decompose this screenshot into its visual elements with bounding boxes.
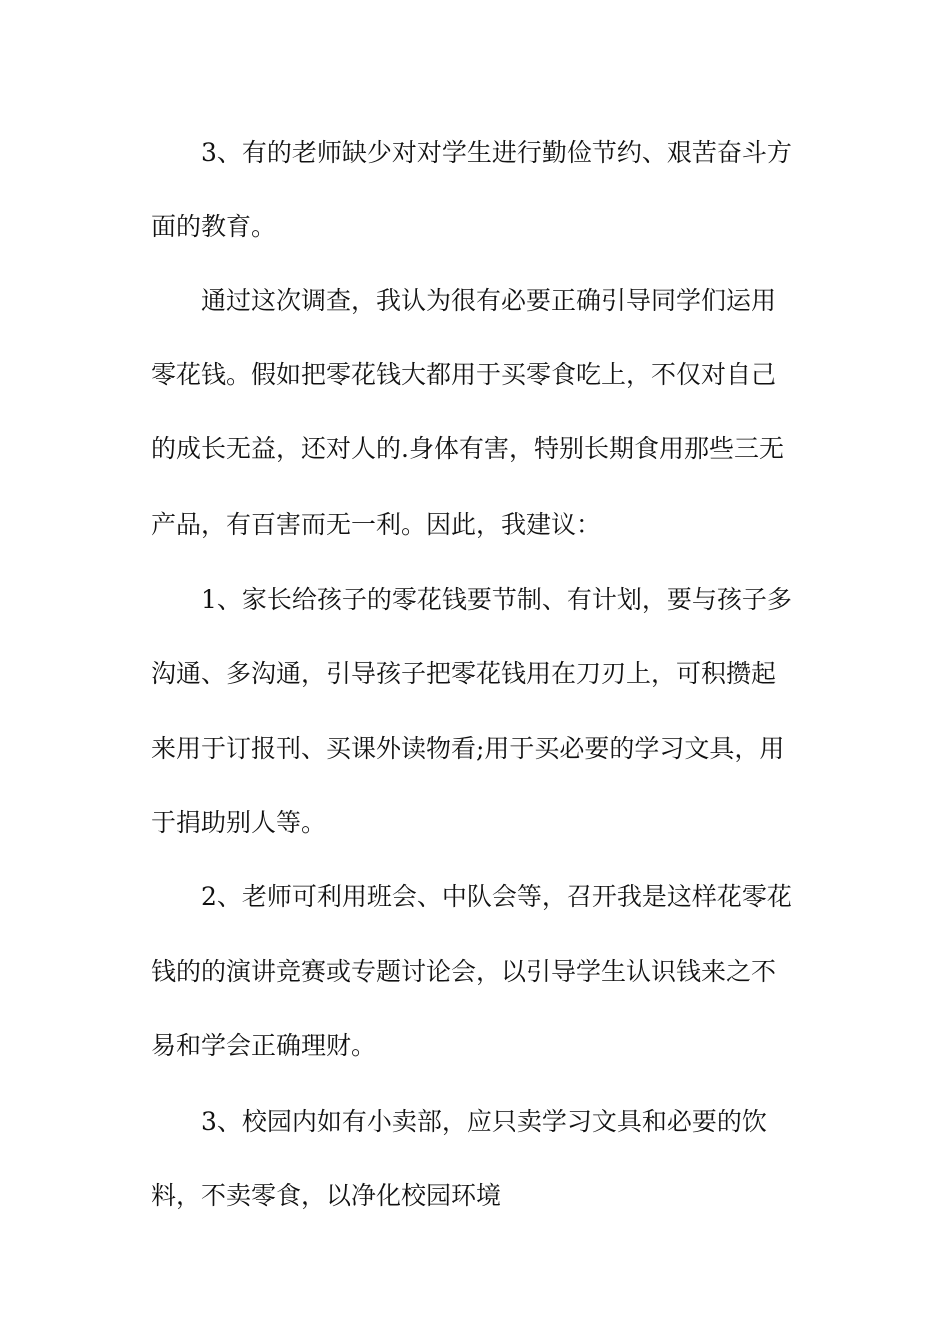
text-line: 通过这次调查，我认为很有必要正确引导同学们运用 [201,286,777,315]
text-line: 3、有的老师缺少对对学生进行勤俭节约、艰苦奋斗方 [201,138,792,167]
text-line: 零花钱。假如把零花钱大都用于买零食吃上，不仅对自己 [151,360,777,389]
text-line: 的成长无益，还对人的.身体有害，特别长期食用那些三无 [151,434,784,463]
text-line: 3、校园内如有小卖部，应只卖学习文具和必要的饮 [201,1107,767,1136]
text-line: 料，不卖零食，以净化校园环境 [151,1181,502,1210]
text-line: 面的教育。 [151,212,277,241]
text-line: 1、家长给孩子的零花钱要节制、有计划，要与孩子多 [201,585,792,614]
text-line: 来用于订报刊、买课外读物看;用于买必要的学习文具，用 [151,734,785,763]
text-line: 于捐助别人等。 [151,808,327,837]
text-line: 沟通、多沟通，引导孩子把零花钱用在刀刃上，可积攒起 [151,659,777,688]
text-line: 钱的的演讲竞赛或专题讨论会，以引导学生认识钱来之不 [151,957,777,986]
text-line: 2、老师可利用班会、中队会等，召开我是这样花零花 [201,882,792,911]
text-line: 产品，有百害而无一利。因此，我建议： [151,510,602,539]
text-line: 易和学会正确理财。 [151,1031,377,1060]
